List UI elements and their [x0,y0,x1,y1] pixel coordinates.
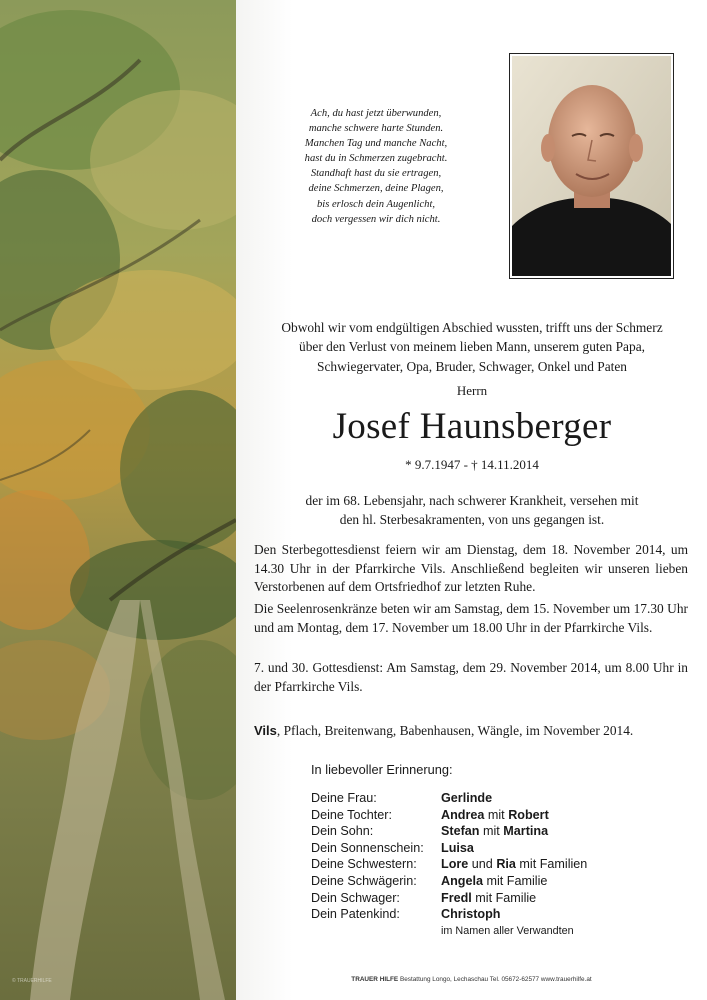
poem-line: Manchen Tag und manche Nacht, [304,138,448,150]
family-relation: Dein Patenkind: [311,907,400,922]
family-list [311,790,587,923]
memorial-mass-paragraph: 7. und 30. Gottesdienst: Am Samstag, dem 29. November 2014, um 8.00 Uhr in der Pfarrkirche Vils. [254,660,688,694]
family-names [441,890,536,907]
poem-line: Ach, du hast jetzt überwunden, [310,108,442,119]
place-and-date [254,723,694,739]
poem-line: manche schwere harte Stunden. [308,123,444,135]
family-row [311,840,587,857]
poem-line: deine Schmerzen, deine Plagen, [308,183,444,195]
family-member-name: Angela [441,873,483,888]
family-relation: Deine Schwestern: [311,857,417,872]
family-member-name: Andrea [441,807,485,822]
family-names [441,790,492,807]
family-connector: mit [479,824,504,839]
family-connector: mit Familie [483,873,548,888]
life-dates: * 9.7.1947 - † 14.11.2014 [405,457,539,472]
family-row [311,807,587,824]
portrait-photo [512,56,671,276]
description-line: den hl. Sterbesakramenten, von uns gegangen ist. [339,512,605,528]
poem [276,106,476,227]
family-connector: mit [484,807,509,822]
intro-line: über den Verlust von meinem lieben Mann, unserem guten Papa, [299,339,645,355]
family-row [311,890,587,907]
image-credit: © TRAUERHILFE [12,978,52,984]
intro-line: Schwiegervater, Opa, Bruder, Schwager, Onkel und Paten [317,358,627,374]
funeral-service-paragraph: Den Sterbegottesdienst feiern wir am Dienstag, dem 18. November 2014, um 14.30 Uhr in der Pfarrkirche Vils. Anschließend begleiten wir unseren lieben Verstorbenen auf dem Ortsfriedhof zur letzten Ruhe. [254,542,688,595]
family-names [441,807,549,824]
family-row [311,856,587,873]
family-row [311,790,587,807]
place-town: Vils [254,723,277,738]
family-relation: Deine Schwägerin: [311,873,417,888]
family-member-name: Stefan [441,824,480,839]
intro-line: Obwohl wir vom endgültigen Abschied wussten, trifft uns der Schmerz [281,320,663,335]
family-connector: und [468,857,497,872]
family-relation: Deine Tochter: [311,807,392,822]
family-relation: Dein Sohn: [311,824,374,839]
family-connector: mit Familien [515,857,588,872]
family-member-name: Christoph [441,907,501,922]
family-member-name: Gerlinde [441,791,493,805]
deceased-name: Josef Haunsberger [332,406,612,447]
footer-brand: TRAUER HILFE [351,976,399,983]
family-names [441,823,548,840]
relatives-note: im Namen aller Verwandten [441,925,574,937]
family-names [441,856,587,873]
poem-line: doch vergessen wir dich nicht. [311,213,441,225]
family-member-name: Lore [441,857,469,872]
footer [236,976,707,983]
portrait-frame [509,53,674,279]
intro-text [250,318,694,376]
family-member-name: Fredl [441,890,472,905]
poem-line: bis erlosch dein Augenlicht, [316,198,436,210]
footer-text: Bestattung Longo, Lechaschau Tel. 05672-62577 www.trauerhilfe.at [398,976,592,983]
family-row [311,823,587,840]
family-row [311,906,587,923]
family-relation: Dein Sonnenschein: [311,840,424,855]
poem-line: hast du in Schmerzen zugebracht. [304,153,448,165]
salutation: Herrn [456,383,488,398]
family-member-name: Martina [503,824,549,839]
family-names [441,906,500,923]
family-relation: Deine Frau: [311,791,377,805]
family-member-name: Ria [496,857,516,872]
poem-line: Standhaft hast du sie ertragen, [310,168,442,180]
memory-label: In liebevoller Erinnerung: [311,762,453,777]
death-description [250,491,694,529]
obituary-content [236,0,707,1000]
family-member-name: Robert [508,807,549,822]
family-row [311,873,587,890]
family-connector: mit Familie [471,890,537,905]
forest-path-image [0,0,236,1000]
place-rest: , Pflach, Breitenwang, Babenhausen, Wängle, im November 2014. [276,723,634,738]
rosary-paragraph: Die Seelenrosenkränze beten wir am Samstag, dem 15. November um 17.30 Uhr und am Montag, dem 17. November um 18.00 Uhr in der Pfarrkirche Vils. [254,601,688,635]
family-names [441,873,547,890]
family-relation: Dein Schwager: [311,890,400,905]
description-line: der im 68. Lebensjahr, nach schwerer Krankheit, versehen mit [305,493,639,508]
family-names [441,840,474,857]
family-member-name: Luisa [441,840,474,855]
